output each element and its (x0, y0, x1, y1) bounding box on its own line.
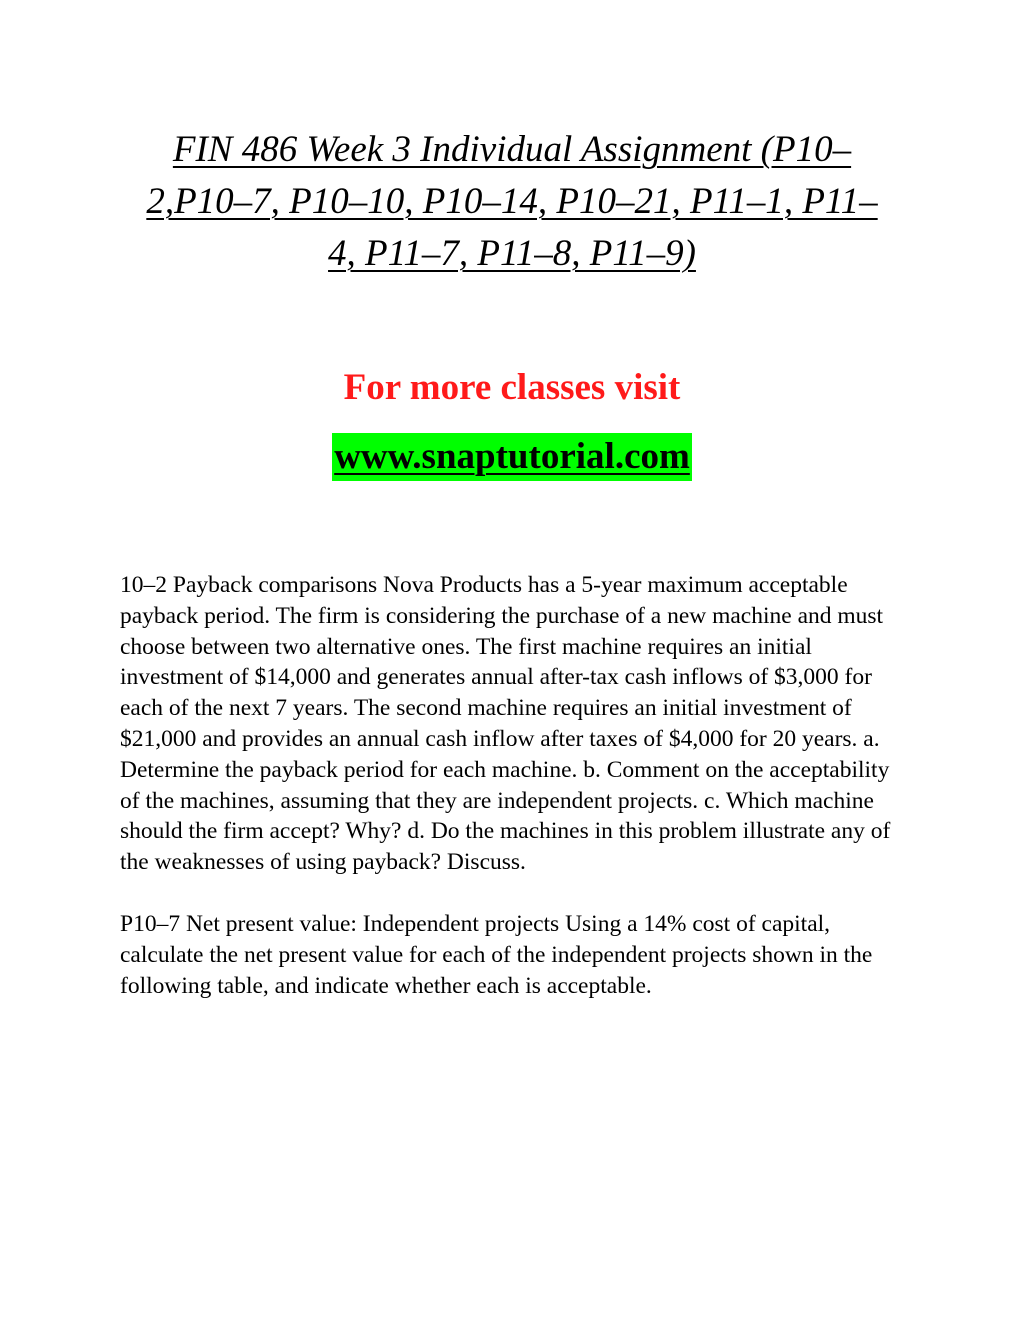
title-line: 4, P11–7, P11–8, P11–9) (328, 233, 696, 274)
paragraph-npv: P10–7 Net present value: Independent projects Using a 14% cost of capital, calculate the net present value for each of the independent projects shown in the following table, and indicate whether each is acceptable. (120, 910, 873, 999)
paragraph-payback: 10–2 Payback comparisons Nova Products has a 5-year maximum acceptable payback period. The firm is considering the purchase of a new machine and must choose between two alternative ones. The first machine requires an initial investment of $14,000 and generates annual after-tax cash inflows of $3,000 for each of the next 7 years. The second machine requires an initial investment of $21,000 and provides an annual cash inflow after taxes of $4,000 for 20 years. a. Determine the payback period for each machine. b. Comment on the acceptability of the machines, assuming that they are independent projects. c. Which machine should the firm accept? Why? d. Do the machines in this problem illustrate any of the weaknesses of using payback? Discuss. (120, 572, 891, 876)
site-link[interactable]: www.snaptutorial.com (332, 433, 692, 481)
title-line: FIN 486 Week 3 Individual Assignment (P10– (172, 129, 852, 170)
promo-text: For more classes visit (343, 367, 681, 408)
site-link-container (112, 433, 912, 481)
title-line: 2,P10–7, P10–10, P10–14, P10–21, P11–1, P11– (146, 181, 878, 222)
document-title (112, 124, 912, 280)
document-body (120, 570, 910, 1032)
